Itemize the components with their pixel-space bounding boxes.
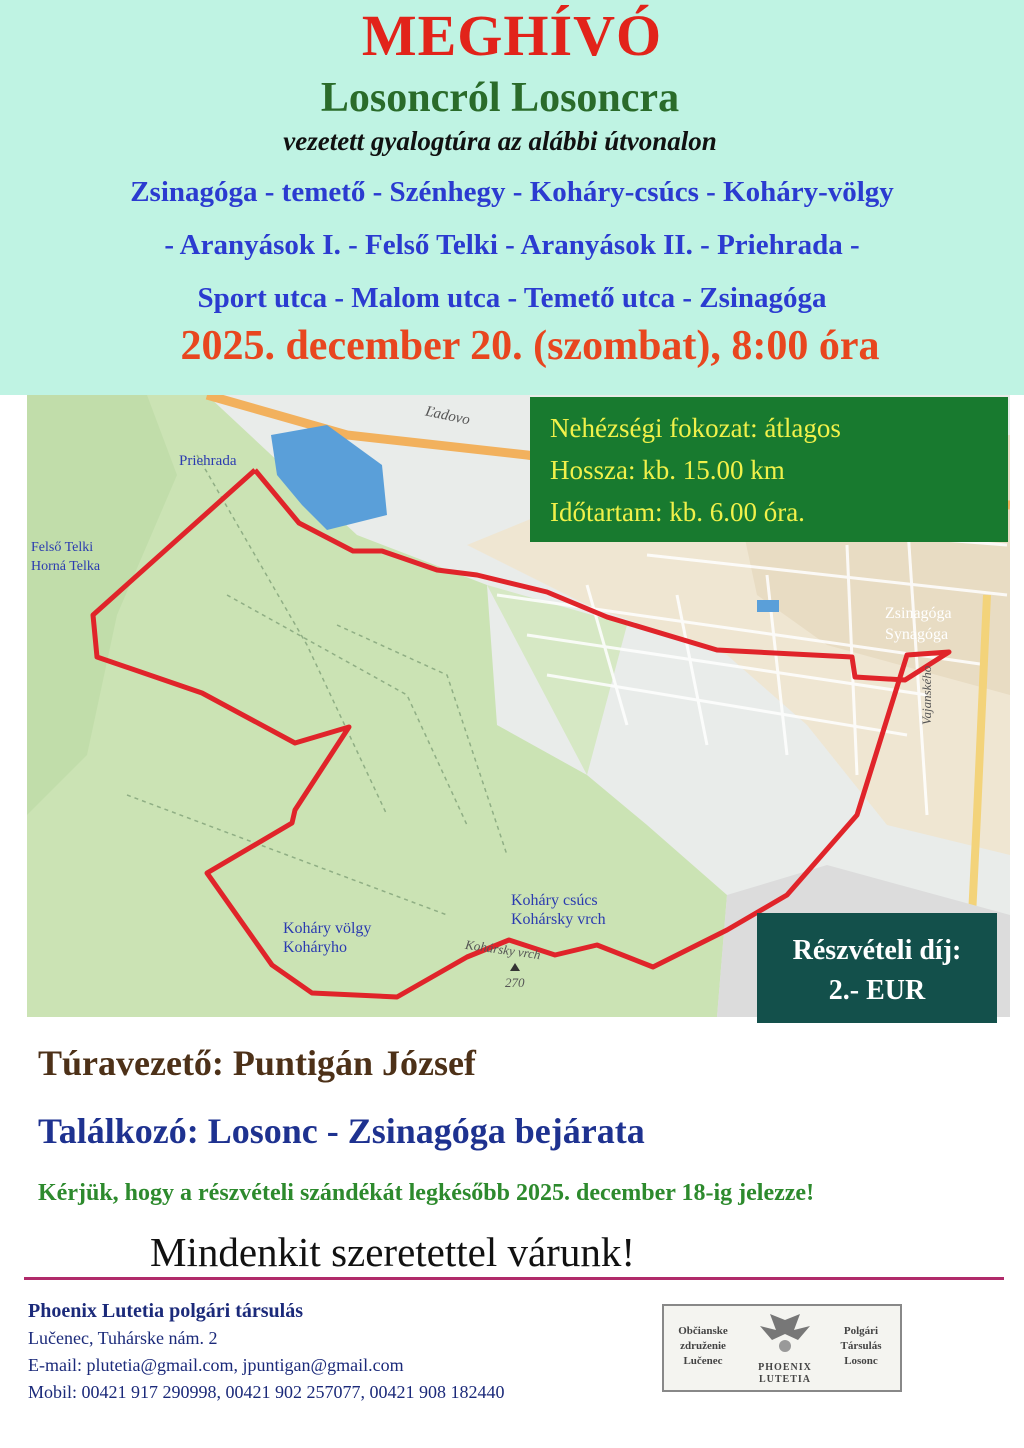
- map-label-kohary-vrch-road: Kohársky vrch: [464, 936, 542, 963]
- duration-text: Időtartam: kb. 6.00 óra.: [550, 497, 805, 527]
- map-label-felso-telki: [31, 538, 100, 576]
- email-contact: E-mail: plutetia@gmail.com, jpuntigan@gmail.com: [28, 1355, 404, 1375]
- divider: [24, 1277, 1004, 1280]
- page-title: MEGHÍVÓ: [361, 3, 663, 68]
- stamp-line: PHOENIX: [758, 1362, 812, 1373]
- tagline: vezetett gyalogtúra az alábbi útvonalon: [283, 126, 717, 156]
- map-label-line: Koháry csúcs: [511, 892, 598, 909]
- stamp-line: LUTETIA: [758, 1374, 811, 1385]
- route-description: [18, 166, 1006, 325]
- stamp-line: Občianske: [678, 1325, 728, 1337]
- map-label-kohary-csucs: [511, 891, 606, 929]
- route-line: Sport utca - Malom utca - Temető utca - Zsinagóga: [197, 282, 827, 314]
- stamp-left-text: [670, 1324, 736, 1369]
- registration-notice: Kérjük, hogy a részvételi szándékát legkésőbb 2025. december 18-ig jelezze!: [38, 1180, 815, 1206]
- difficulty-text: Nehézségi fokozat: átlagos: [550, 413, 841, 443]
- phone-contact: Mobil: 00421 917 290998, 00421 902 257077, 00421 908 182440: [28, 1382, 505, 1402]
- map-label-line: Koháryho: [283, 939, 347, 956]
- address: Lučenec, Tuhárske nám. 2: [28, 1328, 218, 1348]
- map-label-ladovo: Ľadovo: [423, 403, 472, 429]
- route-line: - Aranyások I. - Felső Telki - Aranyások II. - Priehrada -: [164, 229, 860, 261]
- map-label-zsinagoga: [885, 603, 952, 645]
- footer-contact: [28, 1298, 505, 1406]
- map-label-line: Zsinagóga: [885, 605, 952, 622]
- stamp-line: Losonc: [844, 1355, 878, 1367]
- stamp-line: Társulás: [840, 1340, 882, 1352]
- map-label-vajanskeho: Vajanského: [919, 665, 934, 725]
- stamp-line: združenie: [680, 1340, 726, 1352]
- stamp-center-text: [750, 1362, 820, 1386]
- pond: [757, 600, 779, 612]
- fee-amount: 2.- EUR: [828, 975, 926, 1006]
- map-label-line: Koháry völgy: [283, 920, 372, 937]
- route-line: Zsinagóga - temető - Szénhegy - Koháry-csúcs - Koháry-völgy: [130, 176, 894, 208]
- length-text: Hossza: kb. 15.00 km: [550, 455, 785, 485]
- tour-info-box: [530, 397, 1008, 542]
- tour-guide: Túravezető: Puntigán József: [38, 1043, 476, 1083]
- header-banner: [0, 0, 1024, 395]
- event-date: 2025. december 20. (szombat), 8:00 óra: [180, 323, 880, 369]
- map-label-kohary-volgy: [283, 919, 371, 957]
- phoenix-logo-icon: [750, 1312, 820, 1362]
- organization-stamp: [662, 1304, 902, 1392]
- stamp-line: Polgári: [843, 1325, 879, 1337]
- page-subtitle: Losoncról Losoncra: [320, 75, 680, 121]
- map-label-line: Horná Telka: [31, 559, 101, 574]
- map-label-elevation: 270: [505, 975, 525, 990]
- stamp-line: Lučenec: [683, 1355, 723, 1367]
- map-label-line: Felső Telki: [31, 540, 94, 555]
- organization-name: Phoenix Lutetia polgári társulás: [28, 1300, 304, 1322]
- stamp-right-text: [828, 1324, 894, 1369]
- map-label-priehrada: Priehrada: [179, 453, 237, 469]
- fee-label: Részvételi díj:: [792, 935, 962, 966]
- map-label-line: Kohársky vrch: [511, 911, 606, 928]
- fee-box: [757, 913, 997, 1023]
- meeting-point: Találkozó: Losonc - Zsinagóga bejárata: [38, 1111, 645, 1151]
- map-label-line: Synagóga: [885, 626, 949, 643]
- welcome-text: Mindenkit szeretettel várunk!: [150, 1229, 635, 1275]
